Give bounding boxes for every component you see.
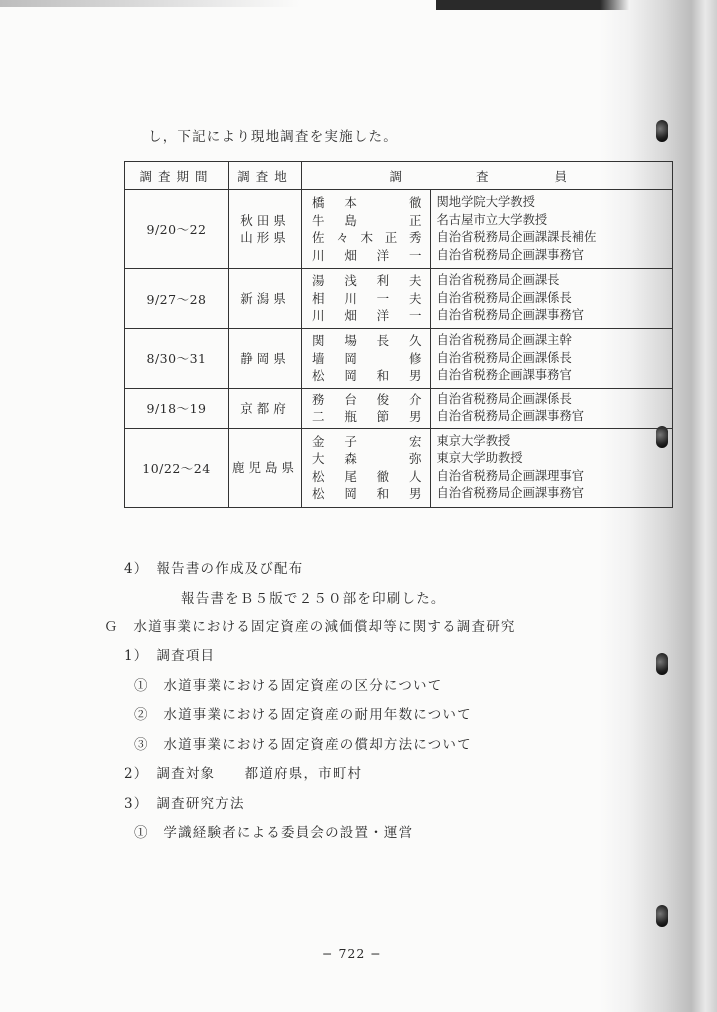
- member-name: 湯浅利夫: [312, 273, 424, 289]
- section-g-heading: Ｇ 水道事業における固定資産の減価償却等に関する調査研究: [104, 619, 516, 635]
- place-cell: [229, 328, 302, 388]
- member-title-cell: [430, 388, 673, 428]
- place-cell: [229, 190, 302, 269]
- period-cell: 9/27〜28: [125, 269, 229, 329]
- place-name: 山形県: [240, 230, 290, 246]
- intro-sentence: し，下記により現地調査を実施した。: [148, 129, 398, 145]
- item-2: ② 水道事業における固定資産の耐用年数について: [134, 707, 472, 723]
- member-name: 二瓶節男: [312, 409, 424, 425]
- member-title-cell: [430, 269, 673, 329]
- member-name-cell: [302, 190, 431, 269]
- item-1: ① 水道事業における固定資産の区分について: [134, 678, 443, 694]
- member-name: 川畑洋一: [312, 247, 424, 263]
- member-name: 務台俊介: [312, 391, 424, 407]
- section-4-text: 報告書をＢ５版で２５０部を印刷した。: [181, 591, 446, 607]
- member-title: 東京大学助教授: [436, 451, 523, 466]
- member-name: 相川一夫: [312, 290, 424, 306]
- subsection-3-heading: 3） 調査研究方法: [124, 796, 245, 812]
- place-name: 秋田県: [240, 213, 290, 229]
- survey-table: [124, 161, 673, 508]
- member-title: 東京大学教授: [436, 433, 511, 448]
- period-cell: 10/22〜24: [125, 428, 229, 507]
- header-member-2: 査 員: [430, 162, 673, 190]
- member-title: 関地学院大学教授: [436, 195, 535, 210]
- subsection-2-heading: 2） 調査対象 都道府県，市町村: [124, 766, 363, 782]
- subsection-1-heading: 1） 調査項目: [124, 648, 216, 664]
- scan-edge-top-left: [0, 0, 300, 7]
- member-title: 自治省税務局企画課事務官: [436, 308, 585, 323]
- member-title: 自治省税務局企画課事務官: [436, 409, 585, 424]
- member-title: 自治省税務局企画課事務官: [436, 247, 585, 262]
- member-title: 自治省税務局企画課事務官: [436, 486, 585, 501]
- member-title: 自治省税務局企画課係長: [436, 290, 572, 305]
- header-period: 調査期間: [125, 162, 229, 190]
- member-name: 金子 宏: [312, 433, 424, 449]
- header-member-1: 調: [302, 162, 431, 190]
- member-title: 自治省税務局企画課主幹: [436, 333, 572, 347]
- period-cell: 9/18〜19: [125, 388, 229, 428]
- item-3: ③ 水道事業における固定資産の償却方法について: [134, 737, 472, 753]
- member-name: 牛島 正: [312, 212, 424, 228]
- place-cell: [229, 269, 302, 329]
- page-number: − 722 −: [322, 946, 382, 961]
- member-title: 自治省税務局企画課理事官: [436, 468, 585, 483]
- place-cell: [229, 428, 302, 507]
- table-row: [125, 269, 673, 329]
- member-title-cell: [430, 190, 673, 269]
- table-row: [125, 428, 673, 507]
- table-row: [125, 328, 673, 388]
- member-title: 自治省税務局企画課長: [436, 273, 560, 288]
- binder-ring-icon: [656, 653, 668, 675]
- member-title-cell: [430, 428, 673, 507]
- member-name: 松尾徹人: [312, 468, 424, 484]
- member-title: 自治省税務局企画課係長: [436, 391, 572, 406]
- member-name-cell: [302, 428, 431, 507]
- member-name-cell: [302, 269, 431, 329]
- member-title: 名古屋市立大学教授: [436, 212, 548, 227]
- member-title: 自治省税務局企画課課長補佐: [436, 230, 597, 245]
- place-name: 静岡県: [240, 350, 290, 366]
- member-name: 佐々木正秀: [312, 230, 424, 246]
- table-header-row: [125, 162, 673, 190]
- section-4-heading: 4） 報告書の作成及び配布: [124, 561, 304, 577]
- place-name: 鹿児島県: [231, 460, 298, 476]
- table-row: [125, 190, 673, 269]
- member-name-cell: [302, 328, 431, 388]
- member-name: 松岡和男: [312, 486, 424, 502]
- table-row: [125, 388, 673, 428]
- member-name: 橋本 徹: [312, 195, 424, 211]
- member-title: 自治省税務企画課事務官: [436, 368, 572, 382]
- period-cell: 8/30〜31: [125, 328, 229, 388]
- place-cell: [229, 388, 302, 428]
- member-name: 墙岡 修: [312, 350, 424, 366]
- member-name-cell: [302, 388, 431, 428]
- member-name: 川畑洋一: [312, 308, 424, 324]
- binder-ring-icon: [656, 120, 668, 142]
- member-name: 大森 弥: [312, 451, 424, 467]
- period-cell: 9/20〜22: [125, 190, 229, 269]
- member-name: 松岡和男: [312, 368, 424, 383]
- member-name: 関場長久: [312, 333, 424, 348]
- member-title: 自治省税務局企画課係長: [436, 350, 572, 365]
- place-name: 京都府: [240, 400, 290, 416]
- member-title-cell: [430, 328, 673, 388]
- header-place: 調査地: [229, 162, 302, 190]
- item-method-1: ① 学識経験者による委員会の設置・運営: [134, 825, 414, 841]
- place-name: 新潟県: [240, 291, 290, 307]
- binder-ring-icon: [656, 905, 668, 927]
